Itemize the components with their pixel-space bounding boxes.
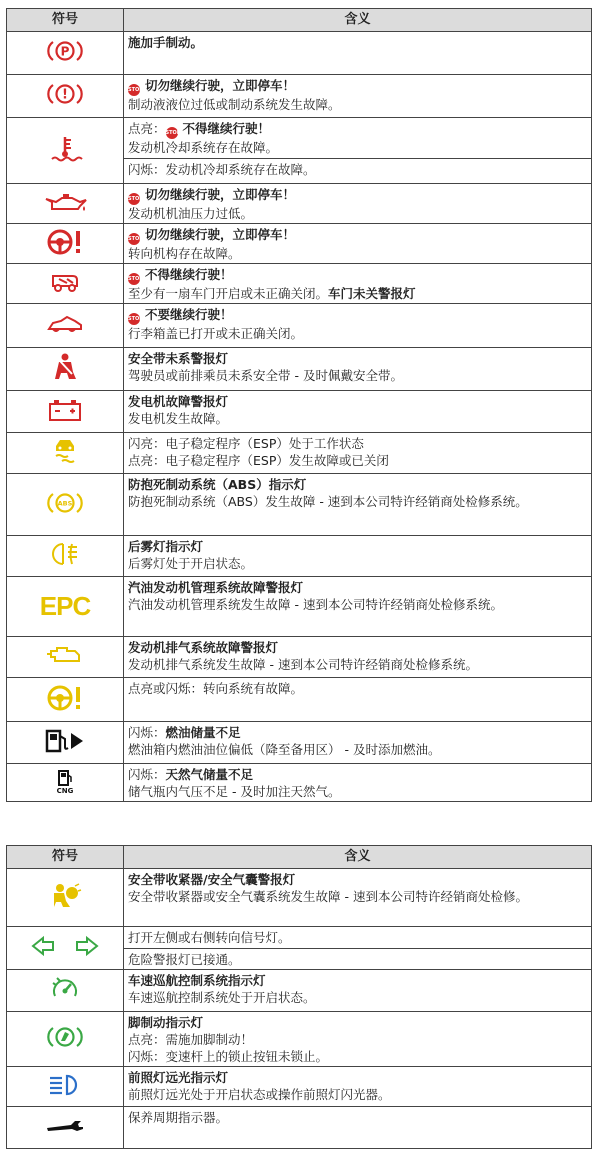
line-text: 切勿继续行驶，立即停车！ bbox=[145, 227, 296, 242]
line-text: 需施加脚制动！ bbox=[165, 1032, 254, 1047]
meaning-heading bbox=[128, 1069, 587, 1086]
symbol-cell bbox=[7, 224, 124, 264]
table-row bbox=[7, 536, 592, 577]
meaning-heading bbox=[128, 724, 587, 741]
line-text: 汽油发动机管理系统故障警报灯 bbox=[128, 580, 304, 595]
meaning-text bbox=[128, 1031, 587, 1048]
meaning-text bbox=[128, 680, 587, 697]
meaning-heading bbox=[128, 120, 587, 139]
meaning-text bbox=[128, 656, 587, 673]
line-text: 变速杆上的锁止按钮未锁止。 bbox=[165, 1049, 329, 1064]
brake-warning-icon bbox=[47, 81, 83, 107]
line-text: 发电机故障警报灯 bbox=[128, 394, 229, 409]
line-text: 发动机冷却系统存在故障。 bbox=[128, 140, 279, 155]
symbol-cell bbox=[7, 1067, 124, 1107]
meaning-heading bbox=[128, 871, 587, 888]
meaning-text bbox=[128, 1086, 587, 1103]
table-row bbox=[7, 869, 592, 927]
line-text: 前照灯远光处于开启状态或操作前照灯闪光器。 bbox=[128, 1087, 391, 1102]
meaning-column-header: 含义 bbox=[124, 9, 592, 32]
door-open-icon bbox=[47, 270, 83, 294]
meaning-text bbox=[128, 1048, 587, 1065]
table-row bbox=[7, 474, 592, 536]
symbol-column-header: 符号 bbox=[7, 9, 124, 32]
line-text: 转向机构存在故障。 bbox=[128, 246, 241, 261]
meaning-text bbox=[128, 367, 587, 384]
meaning-text bbox=[128, 435, 587, 452]
table-row bbox=[7, 118, 592, 184]
svg-text:!: ! bbox=[62, 87, 68, 103]
symbol-cell bbox=[7, 927, 124, 970]
meaning-cell bbox=[124, 75, 592, 118]
table-row bbox=[7, 678, 592, 722]
line-text: 防抱死制动系统（ABS）指示灯 bbox=[128, 477, 307, 492]
meaning-text bbox=[128, 783, 587, 800]
line-text: 不要继续行驶！ bbox=[145, 307, 233, 322]
esp-icon bbox=[50, 436, 80, 466]
line-text: 发动机排气系统故障警报灯 bbox=[128, 640, 279, 655]
table-row bbox=[7, 433, 592, 474]
meaning-sub-row: 危险警报灯已接通。 bbox=[124, 948, 591, 968]
meaning-cell bbox=[124, 304, 592, 348]
line-text: 保养周期指示器。 bbox=[128, 1110, 229, 1125]
meaning-text bbox=[128, 325, 587, 342]
line-text: 车速巡航控制系统指示灯 bbox=[128, 973, 266, 988]
svg-text:P: P bbox=[60, 44, 70, 59]
line-tail: 车门未关警报灯 bbox=[328, 286, 416, 301]
meaning-text bbox=[128, 245, 587, 262]
meaning-heading bbox=[128, 1014, 587, 1031]
meaning-cell bbox=[124, 927, 592, 970]
meaning-cell bbox=[124, 1067, 592, 1107]
line-text: 储气瓶内气压不足 - 及时加注天然气。 bbox=[128, 784, 341, 799]
symbol-cell bbox=[7, 970, 124, 1012]
coolant-temperature-icon bbox=[47, 134, 83, 164]
svg-text:ABS: ABS bbox=[57, 499, 73, 507]
meaning-text bbox=[128, 139, 587, 156]
symbol-cell bbox=[7, 764, 124, 802]
meaning-heading bbox=[128, 972, 587, 989]
stop-icon: STOP bbox=[128, 273, 140, 285]
oil-pressure-icon bbox=[42, 190, 88, 214]
meaning-heading bbox=[128, 476, 587, 493]
stop-icon: STOP bbox=[166, 127, 178, 139]
line-text: 脚制动指示灯 bbox=[128, 1015, 204, 1030]
steering-yellow-icon bbox=[45, 684, 85, 712]
meaning-heading bbox=[128, 538, 587, 555]
state-label: 点亮： bbox=[128, 453, 166, 468]
meaning-cell bbox=[124, 577, 592, 637]
airbag-icon bbox=[48, 881, 82, 911]
meaning-cell bbox=[124, 184, 592, 224]
line-text: 打开左侧或右侧转向信号灯。 bbox=[128, 930, 291, 945]
indicator-lights-table bbox=[6, 845, 592, 1149]
meaning-cell bbox=[124, 536, 592, 577]
symbol-cell bbox=[7, 1107, 124, 1149]
line-text: 至少有一扇车门开启或未正确关闭。 bbox=[128, 286, 329, 301]
state-label: 点亮： bbox=[128, 1032, 166, 1047]
meaning-cell bbox=[124, 1012, 592, 1067]
meaning-text bbox=[128, 555, 587, 572]
line-text: 车速巡航控制系统处于开启状态。 bbox=[128, 990, 316, 1005]
abs-icon bbox=[47, 490, 83, 516]
stop-icon: STOP bbox=[128, 233, 140, 245]
seatbelt-icon bbox=[50, 352, 80, 382]
meaning-text bbox=[128, 285, 587, 302]
engine-check-icon bbox=[45, 643, 85, 667]
line-text: 天然气储量不足 bbox=[165, 767, 254, 782]
meaning-text bbox=[128, 888, 587, 905]
line-text: 发动机排气系统发生故障 - 速到本公司特许经销商处检修系统。 bbox=[128, 657, 478, 672]
stop-icon: STOP bbox=[128, 193, 140, 205]
stop-icon: STOP bbox=[128, 84, 140, 96]
meaning-cell bbox=[124, 348, 592, 391]
meaning-cell bbox=[124, 764, 592, 802]
state-label: 闪烁： bbox=[128, 725, 166, 740]
meaning-cell bbox=[124, 474, 592, 536]
state-label: 闪烁： bbox=[128, 1049, 166, 1064]
state-label: 点亮： bbox=[128, 121, 166, 136]
meaning-heading bbox=[128, 186, 587, 205]
line-text: 施加手制动。 bbox=[128, 35, 204, 50]
line-text: 电子稳定程序（ESP）发生故障或已关闭 bbox=[165, 453, 389, 468]
meaning-text bbox=[128, 1109, 587, 1126]
trunk-open-icon bbox=[45, 313, 85, 335]
wrench-icon bbox=[43, 1115, 87, 1137]
table-row bbox=[7, 348, 592, 391]
line-text: 后雾灯指示灯 bbox=[128, 539, 204, 554]
symbol-cell bbox=[7, 264, 124, 304]
line-text: 不得继续行驶！ bbox=[182, 121, 271, 136]
symbol-cell bbox=[7, 536, 124, 577]
battery-icon bbox=[46, 397, 84, 423]
meaning-cell bbox=[124, 869, 592, 927]
symbol-cell bbox=[7, 304, 124, 348]
meaning-heading bbox=[128, 77, 587, 96]
table-row bbox=[7, 75, 592, 118]
cruise-control-icon bbox=[49, 974, 81, 1004]
meaning-text bbox=[128, 741, 587, 758]
meaning-text bbox=[128, 96, 587, 113]
meaning-text bbox=[128, 596, 587, 613]
symbol-cell bbox=[7, 348, 124, 391]
symbol-cell bbox=[7, 32, 124, 75]
rear-fog-icon bbox=[47, 541, 83, 567]
line-text: 切勿继续行驶，立即停车！ bbox=[145, 187, 296, 202]
table-row bbox=[7, 1012, 592, 1067]
meaning-text bbox=[128, 452, 587, 469]
parking-brake-icon bbox=[47, 38, 83, 64]
foot-brake-icon bbox=[47, 1024, 83, 1050]
table-row bbox=[7, 927, 592, 970]
epc-icon: EPC bbox=[39, 591, 91, 621]
table-row bbox=[7, 184, 592, 224]
fuel-low-icon bbox=[43, 727, 87, 755]
turn-signal-icon bbox=[30, 935, 100, 957]
symbol-cell bbox=[7, 391, 124, 433]
table-row bbox=[7, 1107, 592, 1149]
meaning-cell bbox=[124, 970, 592, 1012]
symbol-cell bbox=[7, 118, 124, 184]
line-text: 驾驶员或前排乘员未系安全带 - 及时佩戴安全带。 bbox=[128, 368, 403, 383]
state-label: 闪亮： bbox=[128, 436, 166, 451]
high-beam-icon bbox=[45, 1073, 85, 1097]
line-text: 切勿继续行驶，立即停车！ bbox=[145, 78, 296, 93]
meaning-heading bbox=[128, 639, 587, 656]
symbol-cell bbox=[7, 577, 124, 637]
line-text: 不得继续行驶！ bbox=[145, 267, 233, 282]
line-text: 发电机发生故障。 bbox=[128, 411, 229, 426]
table-row bbox=[7, 970, 592, 1012]
symbol-cell bbox=[7, 722, 124, 764]
meaning-heading bbox=[128, 579, 587, 596]
meaning-text bbox=[128, 410, 587, 427]
meaning-heading bbox=[128, 226, 587, 245]
line-text: 发动机机油压力过低。 bbox=[128, 206, 254, 221]
symbol-cell bbox=[7, 75, 124, 118]
table-row bbox=[7, 391, 592, 433]
state-label: 闪烁： bbox=[128, 767, 166, 782]
symbol-cell bbox=[7, 184, 124, 224]
meaning-text bbox=[128, 989, 587, 1006]
table-row bbox=[7, 1067, 592, 1107]
meaning-cell bbox=[124, 32, 592, 75]
cng-label: CNG bbox=[56, 786, 74, 795]
symbol-cell bbox=[7, 1012, 124, 1067]
symbol-cell bbox=[7, 433, 124, 474]
steering-fault-icon bbox=[45, 228, 85, 256]
meaning-cell bbox=[124, 433, 592, 474]
meaning-cell bbox=[124, 264, 592, 304]
meaning-text bbox=[128, 929, 587, 946]
line-text: 安全带未系警报灯 bbox=[128, 351, 229, 366]
symbol-cell bbox=[7, 869, 124, 927]
line-text: 前照灯远光指示灯 bbox=[128, 1070, 229, 1085]
meaning-cell bbox=[124, 678, 592, 722]
cng-low-icon bbox=[50, 769, 80, 795]
meaning-text bbox=[128, 205, 587, 222]
line-text: 汽油发动机管理系统发生故障 - 速到本公司特许经销商处检修系统。 bbox=[128, 597, 503, 612]
symbol-cell bbox=[7, 474, 124, 536]
line-text: 后雾灯处于开启状态。 bbox=[128, 556, 254, 571]
symbol-column-header: 符号 bbox=[7, 846, 124, 869]
line-text: 电子稳定程序（ESP）处于工作状态 bbox=[165, 436, 364, 451]
meaning-heading bbox=[128, 306, 587, 325]
warning-lights-table bbox=[6, 8, 592, 802]
line-text: 行李箱盖已打开或未正确关闭。 bbox=[128, 326, 304, 341]
meaning-column-header: 含义 bbox=[124, 846, 592, 869]
meaning-heading bbox=[128, 766, 587, 783]
meaning-cell bbox=[124, 224, 592, 264]
meaning-cell bbox=[124, 391, 592, 433]
table-row bbox=[7, 264, 592, 304]
line-text: 燃油箱内燃油油位偏低（降至备用区） - 及时添加燃油。 bbox=[128, 742, 441, 757]
table-row bbox=[7, 224, 592, 264]
stop-icon: STOP bbox=[128, 313, 140, 325]
meaning-heading bbox=[128, 266, 587, 285]
line-text: 燃油储量不足 bbox=[165, 725, 241, 740]
symbol-cell bbox=[7, 637, 124, 678]
table-row bbox=[7, 722, 592, 764]
line-text: 安全带收紧器/安全气囊警报灯 bbox=[128, 872, 296, 887]
table-row bbox=[7, 577, 592, 637]
meaning-heading bbox=[128, 34, 587, 51]
meaning-cell bbox=[124, 118, 592, 184]
line-text: 点亮或闪烁：转向系统有故障。 bbox=[128, 681, 304, 696]
meaning-cell bbox=[124, 1107, 592, 1149]
table-row bbox=[7, 304, 592, 348]
line-text: 防抱死制动系统（ABS）发生故障 - 速到本公司特许经销商处检修系统。 bbox=[128, 494, 528, 509]
meaning-cell bbox=[124, 637, 592, 678]
table-row bbox=[7, 637, 592, 678]
meaning-heading bbox=[128, 393, 587, 410]
table-row bbox=[7, 32, 592, 75]
meaning-text bbox=[128, 493, 587, 510]
line-text: 制动液液位过低或制动系统发生故障。 bbox=[128, 97, 341, 112]
line-text: 安全带收紧器或安全气囊系统发生故障 - 速到本公司特许经销商处检修。 bbox=[128, 889, 528, 904]
meaning-cell bbox=[124, 722, 592, 764]
meaning-sub-row: 闪烁：发动机冷却系统存在故障。 bbox=[124, 158, 591, 178]
table-row bbox=[7, 764, 592, 802]
symbol-cell bbox=[7, 678, 124, 722]
meaning-heading bbox=[128, 350, 587, 367]
